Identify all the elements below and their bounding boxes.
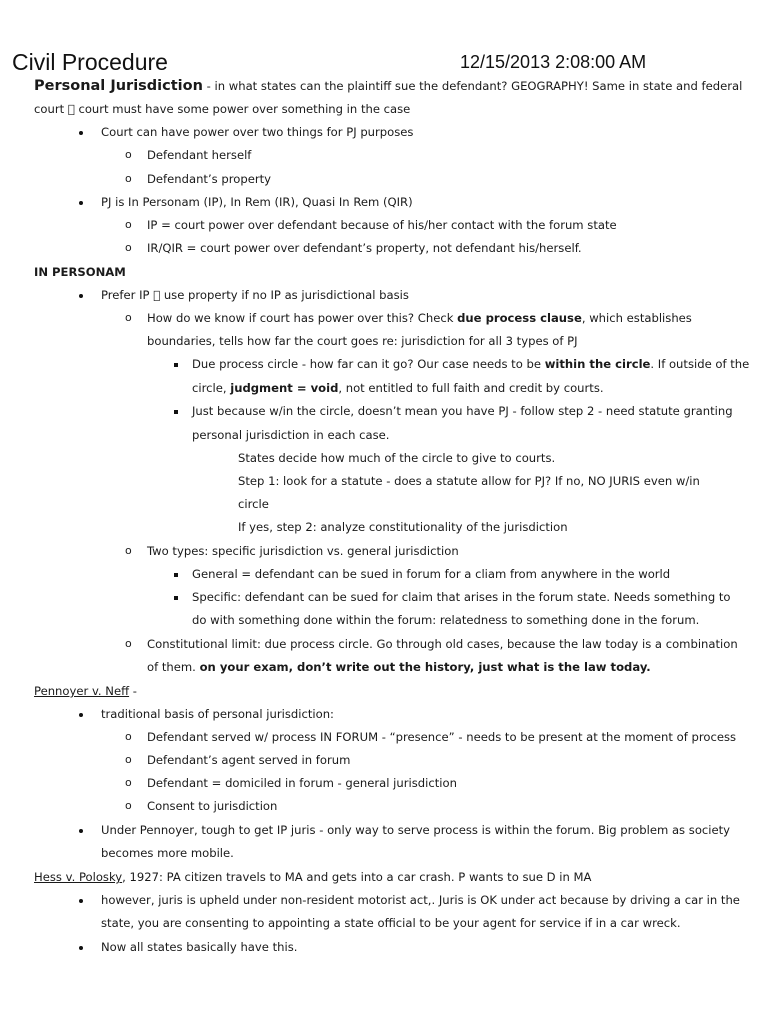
ip-t2: Step 1: look for a statute - does a statute allow for PJ? If no, NO JURIS even w/in bbox=[238, 474, 700, 488]
ip-o3-text-a: of them. bbox=[147, 660, 200, 674]
pennoyer-o1: Defendant served w/ process IN FORUM - “presence” - needs to be present at the moment of process bbox=[147, 730, 737, 744]
ip-t2-cont: circle bbox=[238, 497, 269, 511]
hess-suffix: , 1927: PA citizen travels to MA and gets into a car crash. P wants to sue D in MA bbox=[122, 870, 592, 884]
ip-o1-text-b: , which establishes bbox=[581, 311, 692, 325]
ip-o1-cont: boundaries, tells how far the court goes re: jurisdiction for all 3 types of PJ bbox=[147, 334, 578, 348]
square-bullet bbox=[174, 410, 178, 414]
ip-bullet-1: Prefer IP   use property if no IP as jurisdictional basis bbox=[101, 288, 409, 302]
ip-s1-text-c: circle, bbox=[192, 381, 231, 395]
exam-note: on your exam, don’t write out the history, just what is the law today. bbox=[199, 660, 651, 674]
judgment-void: judgment = void bbox=[230, 381, 339, 395]
square-bullet bbox=[174, 363, 178, 367]
bullet-dot bbox=[79, 713, 83, 717]
pj-bullet-1: Court can have power over two things for PJ purposes bbox=[101, 125, 414, 139]
bullet-dot bbox=[79, 201, 83, 205]
ip-s1-text-b: . If outside of the bbox=[650, 357, 750, 371]
ip-t1: States decide how much of the circle to give to courts. bbox=[238, 451, 556, 465]
ip-t3: If yes, step 2: analyze constitutionality of the jurisdiction bbox=[238, 520, 568, 534]
ip-o1-line bbox=[147, 310, 692, 326]
pennoyer-o2: Defendant’s agent served in forum bbox=[147, 753, 351, 767]
pennoyer-o3: Defendant = domiciled in forum - general jurisdiction bbox=[147, 776, 457, 790]
circle-marker: o bbox=[125, 172, 132, 185]
pennoyer-b1: traditional basis of personal jurisdiction: bbox=[101, 707, 334, 721]
ip-heading: IN PERSONAM bbox=[34, 265, 126, 279]
pennoyer-b2-cont: becomes more mobile. bbox=[101, 846, 234, 860]
bullet-dot bbox=[79, 829, 83, 833]
pj-bullet-2-2: IR/QIR = court power over defendant’s property, not defendant his/herself. bbox=[147, 241, 582, 255]
circle-marker: o bbox=[125, 241, 132, 254]
pj-intro-text: - in what states can the plaintiff sue the defendant? GEOGRAPHY! Same in state and federal bbox=[202, 79, 743, 93]
pj-bullet-2: PJ is In Personam (IP), In Rem (IR), Quasi In Rem (QIR) bbox=[101, 195, 413, 209]
pennoyer-b2: Under Pennoyer, tough to get IP juris - only way to serve process is within the forum. Big problem as society bbox=[101, 823, 731, 837]
ip-o3: Constitutional limit: due process circle. Go through old cases, because the law today is a combination bbox=[147, 637, 738, 651]
hess-b1: however, juris is upheld under non-resident motorist act,. Juris is OK under act because by driving a car in the bbox=[101, 893, 740, 907]
circle-marker: o bbox=[125, 730, 132, 743]
ip-s1-text-a: Due process circle - how far can it go? Our case needs to be bbox=[192, 357, 545, 371]
circle-marker: o bbox=[125, 799, 132, 812]
pj-bullet-1-1: Defendant herself bbox=[147, 148, 252, 162]
square-bullet bbox=[174, 596, 178, 600]
ip-o1-text-a: How do we know if court has power over this? Check bbox=[147, 311, 458, 325]
ip-o2-s2: Specific: defendant can be sued for claim that arises in the forum state. Needs something to bbox=[192, 590, 731, 604]
within-the-circle: within the circle bbox=[544, 357, 651, 371]
square-bullet bbox=[174, 573, 178, 577]
circle-marker: o bbox=[125, 544, 132, 557]
ip-o2-s1: General = defendant can be sued in forum for a cliam from anywhere in the world bbox=[192, 567, 671, 581]
circle-marker: o bbox=[125, 637, 132, 650]
hess-heading-line bbox=[34, 869, 591, 885]
pennoyer-o4: Consent to jurisdiction bbox=[147, 799, 278, 813]
doc-title: Civil Procedure bbox=[12, 49, 168, 75]
ip-s1-line bbox=[192, 356, 749, 372]
hess-b1-cont: state, you are consenting to appointing a state official to be your agent for service if in a car wreck. bbox=[101, 916, 681, 930]
pj-heading: Personal Jurisdiction bbox=[34, 78, 203, 94]
bullet-dot bbox=[79, 899, 83, 903]
bullet-dot bbox=[79, 131, 83, 135]
bullet-dot bbox=[79, 946, 83, 950]
ip-s1-cont bbox=[192, 380, 604, 396]
bullet-dot bbox=[79, 294, 83, 298]
ip-s2-cont: personal jurisdiction in each case. bbox=[192, 428, 390, 442]
ip-o2: Two types: specific jurisdiction vs. general jurisdiction bbox=[147, 544, 459, 558]
circle-marker: o bbox=[125, 218, 132, 231]
doc-date: 12/15/2013 2:08:00 AM bbox=[460, 52, 647, 72]
pj-intro-cont: court   court must have some power over something in the case bbox=[34, 102, 411, 116]
ip-o2-s2-cont: do with something done within the forum: relatedness to something done in the forum. bbox=[192, 613, 700, 627]
circle-marker: o bbox=[125, 753, 132, 766]
hess-b2: Now all states basically have this. bbox=[101, 940, 298, 954]
hess-case-name: Hess v. Polosky bbox=[34, 870, 123, 884]
circle-marker: o bbox=[125, 148, 132, 161]
pennoyer-suffix: - bbox=[129, 684, 137, 698]
due-process-clause: due process clause bbox=[457, 311, 582, 325]
pj-bullet-1-2: Defendant’s property bbox=[147, 172, 272, 186]
ip-o3-cont bbox=[147, 659, 651, 675]
pj-intro-line bbox=[34, 78, 742, 94]
ip-s2: Just because w/in the circle, doesn’t mean you have PJ - follow step 2 - need statute granting bbox=[192, 404, 733, 418]
pennoyer-case-name: Pennoyer v. Neff bbox=[34, 684, 130, 698]
circle-marker: o bbox=[125, 311, 132, 324]
circle-marker: o bbox=[125, 776, 132, 789]
ip-s1-text-d: , not entitled to full faith and credit by courts. bbox=[338, 381, 604, 395]
pj-bullet-2-1: IP = court power over defendant because of his/her contact with the forum state bbox=[147, 218, 617, 232]
pennoyer-heading-line bbox=[34, 683, 137, 699]
